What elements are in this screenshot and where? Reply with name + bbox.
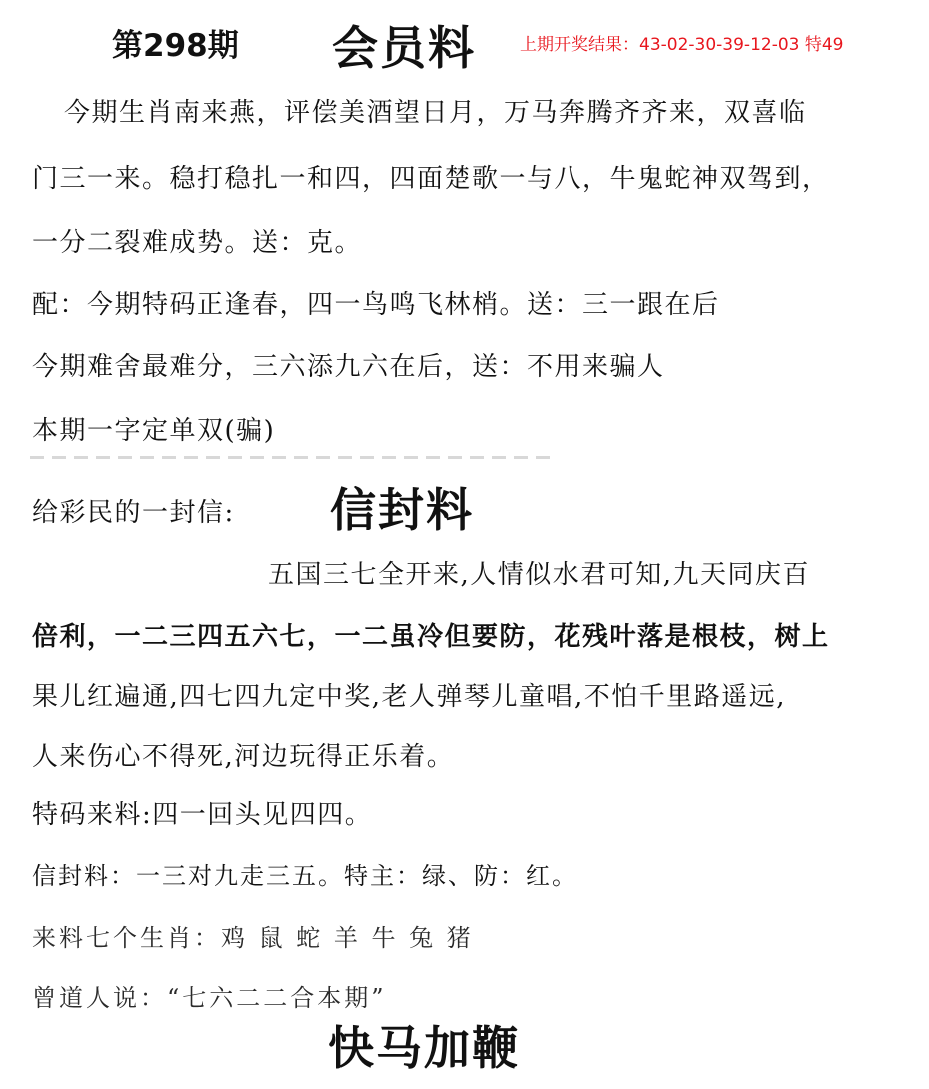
issue-number: 第298期: [112, 28, 239, 64]
member-title: 会员料: [332, 21, 476, 75]
letter-line-6: 信封料：一三对九走三五。特主：绿、防：红。: [32, 862, 578, 890]
member-line-1: 今期生肖南来燕，评偿美酒望日月，万马奔腾齐齐来，双喜临: [64, 98, 807, 128]
letter-intro: 给彩民的一封信:: [32, 498, 235, 528]
letter-line-1: 五国三七全开来,人情似水君可知,九天同庆百: [268, 560, 811, 590]
member-line-6: 本期一字定单双(骗): [32, 416, 276, 446]
letter-title: 信封料: [330, 483, 474, 537]
letter-line-7: 来料七个生肖：鸡 鼠 蛇 羊 牛 兔 猪: [32, 924, 474, 952]
member-line-3: 一分二裂难成势。送：克。: [32, 228, 363, 258]
letter-line-8: 曾道人说：“七六二二合本期”: [32, 984, 387, 1012]
member-line-5: 今期难舍最难分，三六添九六在后，送：不用来骗人: [32, 352, 665, 382]
divider: [30, 456, 550, 459]
member-line-4: 配：今期特码正逢春，四一鸟鸣飞林梢。送：三一跟在后: [32, 290, 720, 320]
letter-line-2: 倍利，一二三四五六七，一二虽冷但要防，花残叶落是根枝，树上: [32, 622, 830, 652]
letter-line-4: 人来伤心不得死,河边玩得正乐着。: [32, 742, 455, 772]
footer-title: 快马加鞭: [328, 1021, 520, 1075]
last-draw-result: 上期开奖结果：43-02-30-39-12-03 特49: [520, 35, 844, 55]
letter-line-5: 特码来料:四一回头见四四。: [32, 800, 373, 830]
letter-line-3: 果儿红遍通,四七四九定中奖,老人弹琴儿童唱,不怕千里路遥远,: [32, 682, 787, 712]
member-line-2: 门三一来。稳打稳扎一和四，四面楚歌一与八，牛鬼蛇神双驾到，: [32, 164, 830, 194]
